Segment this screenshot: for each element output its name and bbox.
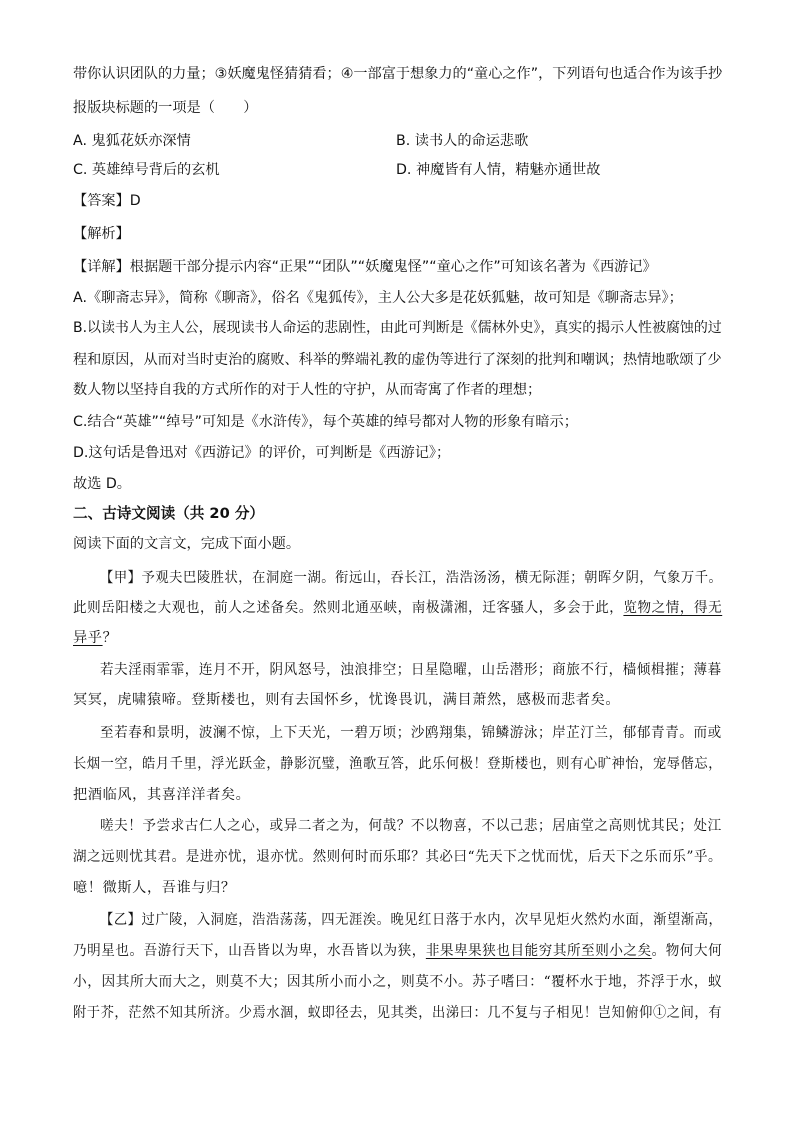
passage-text: 。物何大何 xyxy=(651,943,723,959)
option-c: C. 英雄绰号背后的玄机 xyxy=(73,162,220,178)
analysis-line-7: D.这句话是鲁迅对《西游记》的评价，可判断是《西游记》； xyxy=(73,445,451,461)
passage-text: ？ xyxy=(102,630,118,646)
underlined-sentence-end: 异乎 xyxy=(73,630,103,646)
section-intro: 阅读下面的文言文，完成下面小题。 xyxy=(73,536,301,552)
analysis-line-3: B.以读书人为主人公，展现读书人命运的悲剧性，由此可判断是《儒林外史》，真实的揭示人性被腐蚀的过 xyxy=(73,320,722,336)
passage-jia-p2-line-1: 若夫淫雨霏霏，连月不开，阴风怒号，浊浪排空；日星隐曜，山岳潜形；商旅不行，樯倾楫摧；薄暮 xyxy=(100,662,722,678)
passage-jia-p1-line-1: 【甲】予观夫巴陵胜状，在洞庭一湖。衔远山，吞长江，浩浩汤汤，横无际涯；朝晖夕阴，气象万千。 xyxy=(100,570,723,586)
passage-jia-p2-line-2: 冥冥，虎啸猿啼。登斯楼也，则有去国怀乡，忧谗畏讥，满目萧然，感极而悲者矣。 xyxy=(73,692,621,708)
answer-value: D xyxy=(129,193,141,209)
passage-jia-p3-line-1: 至若春和景明，波澜不惊，上下天光，一碧万顷；沙鸥翔集，锦鳞游泳；岸芷汀兰，郁郁青青。而或 xyxy=(100,725,722,741)
passage-yi-line-3: 小，因其所大而大之，则莫不大；因其所小而小之，则莫不小。苏子嗜曰：“覆杯水于地，芥浮于水，蚁 xyxy=(73,974,723,990)
passage-jia-p4-line-3: 噫！微斯人，吾谁与归？ xyxy=(73,880,236,896)
analysis-line-6: C.结合“英雄”“绰号”可知是《水浒传》，每个英雄的绰号都对人物的形象有暗示； xyxy=(73,414,578,430)
passage-jia-p4-line-1: 嗟夫！予尝求古仁人之心，或异二者之为，何哉？不以物喜，不以己悲；居庙堂之高则忧其民；处江 xyxy=(100,818,722,834)
option-d: D. 神魔皆有人情，精魅亦通世故 xyxy=(396,162,601,178)
analysis-line-8: 故选 D。 xyxy=(73,476,131,492)
underlined-sentence: 非果卑果狭也目能穷其所至则小之矣 xyxy=(425,943,652,959)
analysis-line-2: A.《聊斋志异》，简称《聊斋》，俗名《鬼狐传》，主人公大多是花妖狐魅，故可知是《聊斋志异》； xyxy=(73,290,683,306)
answer-label: 【答案】 xyxy=(73,193,130,209)
underlined-sentence: 览物之情，得无 xyxy=(623,600,723,616)
analysis-line-4: 程和原因，从而对当时吏治的腐败、科举的弊端礼教的虚伪等进行了深刻的批判和嘲讽；热情地歌颂了少 xyxy=(73,352,722,368)
passage-jia-p1-line-3 xyxy=(73,628,117,648)
passage-jia-p3-line-2: 长烟一空，皓月千里，浮光跃金，静影沉璧，渔歌互答，此乐何极！登斯楼也，则有心旷神怡，宠辱偕忘， xyxy=(73,756,723,772)
option-b: B. 读书人的命运悲歌 xyxy=(396,133,529,149)
passage-text: 乃明星也。吾游行天下，山吾皆以为卑，水吾皆以为狭， xyxy=(73,943,426,959)
section-heading: 二、古诗文阅读（共 20 分） xyxy=(73,505,265,522)
analysis-line-1: 【详解】根据题干部分提示内容“正果”“团队”“妖魔鬼怪”“童心之作”可知该名著为《西游记》 xyxy=(73,259,657,275)
question-stem-line-2: 报版块标题的一项是（ ） xyxy=(73,100,258,116)
passage-jia-p3-line-3: 把酒临风，其喜洋洋者矣。 xyxy=(73,787,251,803)
passage-yi-line-4: 附于芥，茫然不知其所济。少焉水涸，蚁即径去，见其类，出涕曰：几不复与子相见！岂知俯仰①之间，有 xyxy=(73,1005,723,1021)
passage-yi-line-1: 【乙】过广陵，入洞庭，浩浩荡荡，四无涯涘。晚见红日落于水内，次早见炬火然灼水面，渐望渐高， xyxy=(100,912,723,928)
analysis-label: 【解析】 xyxy=(73,226,130,242)
analysis-line-5: 数人物以坚持自我的方式所作的对于人性的守护，从而寄寓了作者的理想； xyxy=(73,382,542,398)
answer-line xyxy=(73,191,141,211)
option-a: A. 鬼狐花妖亦深情 xyxy=(73,133,191,149)
passage-yi-line-2 xyxy=(73,941,722,961)
passage-jia-p1-line-2 xyxy=(73,598,722,618)
passage-jia-p4-line-2: 湖之远则忧其君。是进亦忧，退亦忧。然则何时而乐耶？其必曰“先天下之忧而忧，后天下之乐而乐”乎。 xyxy=(73,849,723,865)
passage-text: 此则岳阳楼之大观也，前人之述备矣。然则北通巫峡，南极潇湘，迁客骚人，多会于此， xyxy=(73,600,624,616)
question-stem-line-1: 带你认识团队的力量；③妖魔鬼怪猜猜看；④一部富于想象力的“童心之作”，下列语句也适合作为该手抄 xyxy=(73,66,723,82)
